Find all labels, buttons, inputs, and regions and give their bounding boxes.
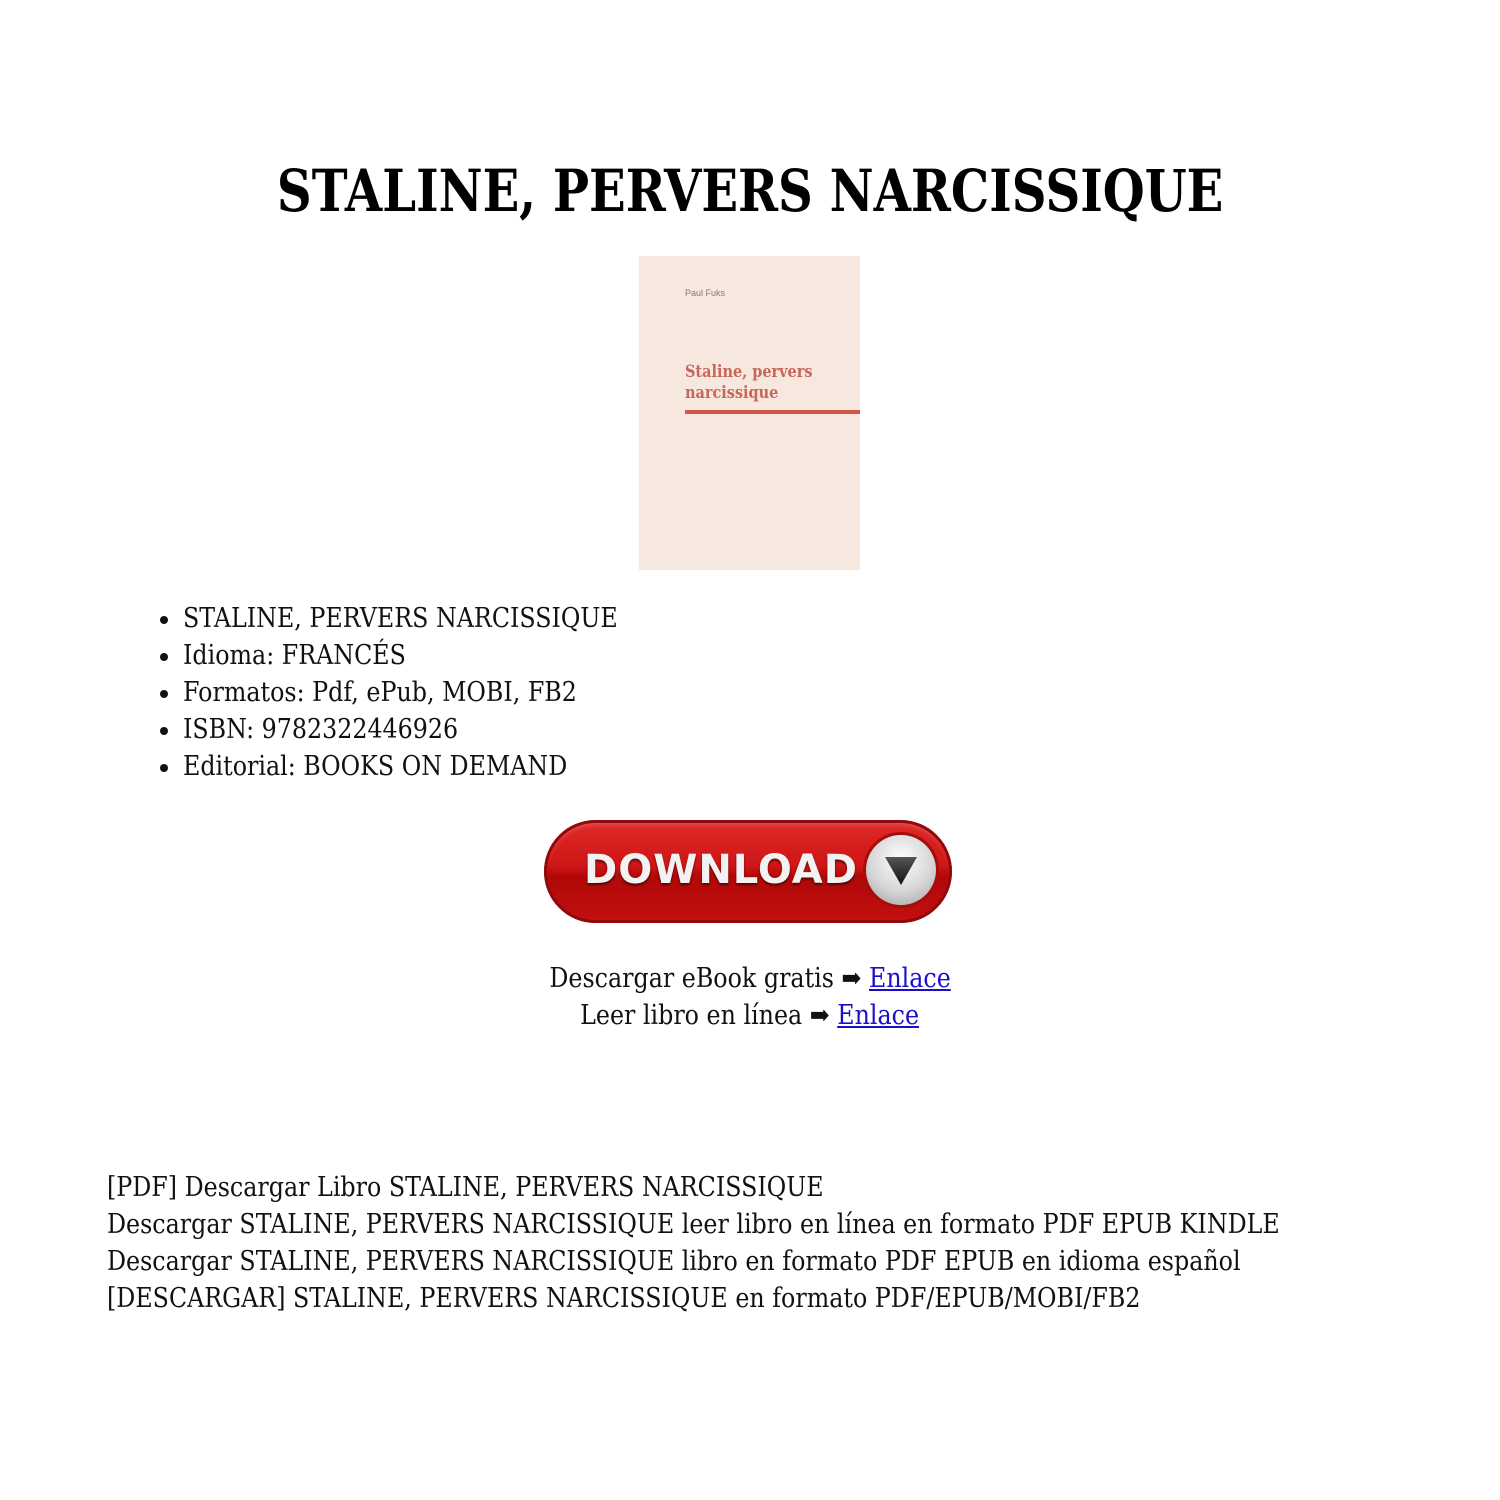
book-details-list [160, 600, 677, 785]
detail-publisher-text: Editorial: BOOKS ON DEMAND [183, 751, 568, 782]
detail-formats [160, 674, 677, 711]
description-line-text: Descargar STALINE, PERVERS NARCISSIQUE leer libro en línea en formato PDF EPUB KINDLE [107, 1209, 1280, 1240]
cover-title-line-1: Staline, pervers [685, 362, 813, 382]
page-title-text: STALINE, PERVERS NARCISSIQUE [276, 156, 1224, 225]
cover-title [685, 362, 835, 404]
read-online-link[interactable]: Enlace [837, 1000, 920, 1031]
download-button-label: DOWNLOAD [584, 847, 858, 893]
description-line-text: [DESCARGAR] STALINE, PERVERS NARCISSIQUE en formato PDF/EPUB/MOBI/FB2 [107, 1283, 1141, 1314]
description-line [107, 1280, 1440, 1317]
read-online-text: Leer libro en línea [580, 1000, 803, 1031]
description-block [107, 1169, 1440, 1317]
detail-isbn [160, 711, 677, 748]
ebook-download-link[interactable]: Enlace [868, 963, 951, 994]
detail-formats-text: Formatos: Pdf, ePub, MOBI, FB2 [183, 677, 577, 708]
ebook-download-line [0, 960, 1500, 997]
triangle-down-icon [883, 855, 919, 887]
detail-publisher [160, 748, 677, 785]
detail-language [160, 637, 677, 674]
book-cover-image [639, 256, 860, 570]
cover-author: Paul Fuks [685, 288, 726, 298]
detail-isbn-text: ISBN: 9782322446926 [183, 714, 459, 745]
download-arrow-circle [866, 835, 936, 905]
description-line [107, 1169, 1440, 1206]
ebook-download-text: Descargar eBook gratis [549, 963, 834, 994]
read-online-line [0, 997, 1500, 1034]
cover-accent-bar [685, 410, 860, 414]
arrow-right-icon: ➡ [841, 963, 862, 994]
description-line-text: Descargar STALINE, PERVERS NARCISSIQUE libro en formato PDF EPUB en idioma español [107, 1246, 1241, 1277]
detail-title-text: STALINE, PERVERS NARCISSIQUE [183, 603, 618, 634]
detail-title [160, 600, 677, 637]
cover-title-line-2: narcissique [685, 383, 779, 403]
page-title [0, 157, 1500, 225]
description-line-text: [PDF] Descargar Libro STALINE, PERVERS NARCISSIQUE [107, 1172, 824, 1203]
detail-language-text: Idioma: FRANCÉS [183, 640, 406, 671]
description-line [107, 1206, 1440, 1243]
description-line [107, 1243, 1440, 1280]
download-button[interactable] [544, 820, 952, 923]
arrow-right-icon: ➡ [810, 1000, 831, 1031]
